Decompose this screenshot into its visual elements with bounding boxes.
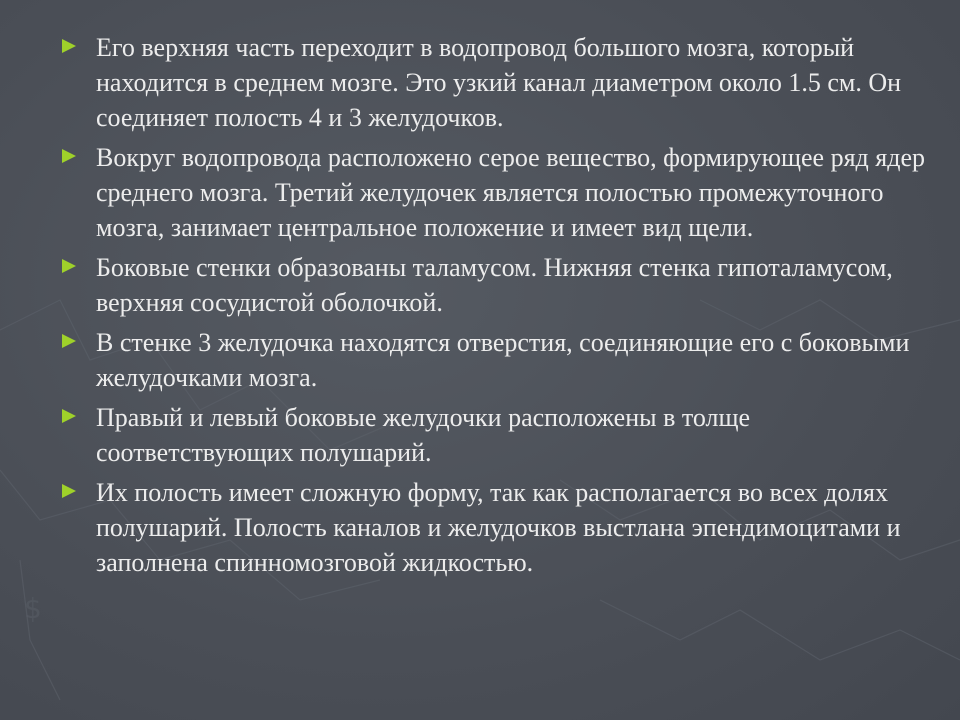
bullet-item (56, 400, 928, 470)
bullet-item (56, 475, 928, 580)
bullet-text: Их полость имеет сложную форму, так как располагается во всех долях полушарий. Полость каналов и желудочков выстлана эпендимоцитами и заполнена спинномозговой жидкостью. (96, 478, 901, 577)
bullet-item (56, 140, 928, 245)
bullet-text: Правый и левый боковые желудочки расположены в толще соответствующих полушарий. (96, 403, 751, 467)
bullet-item (56, 30, 928, 135)
bullet-text: Боковые стенки образованы таламусом. Нижняя стенка гипоталамусом, верхняя сосудистой оболочкой. (96, 253, 893, 317)
bullet-text: Его верхняя часть переходит в водопровод большого мозга, который находится в среднем мозге. Это узкий канал диаметром около 1.5 см. Он соединяет полость 4 и 3 желудочков. (96, 33, 902, 132)
bullet-list (56, 30, 928, 585)
triangle-bullet-icon (62, 259, 76, 273)
bullet-text: Вокруг водопровода расположено серое вещество, формирующее ряд ядер среднего мозга. Третий желудочек является полостью промежуточного мозга, занимает центральное положение и имеет вид щели. (96, 143, 926, 242)
bullet-item (56, 250, 928, 320)
triangle-bullet-icon (62, 39, 76, 53)
triangle-bullet-icon (62, 149, 76, 163)
bullet-text: В стенке 3 желудочка находятся отверстия, соединяющие его с боковыми желудочками мозга. (96, 328, 910, 392)
triangle-bullet-icon (62, 484, 76, 498)
triangle-bullet-icon (62, 409, 76, 423)
bullet-item (56, 325, 928, 395)
triangle-bullet-icon (62, 334, 76, 348)
background-glyph: $ (24, 592, 42, 625)
